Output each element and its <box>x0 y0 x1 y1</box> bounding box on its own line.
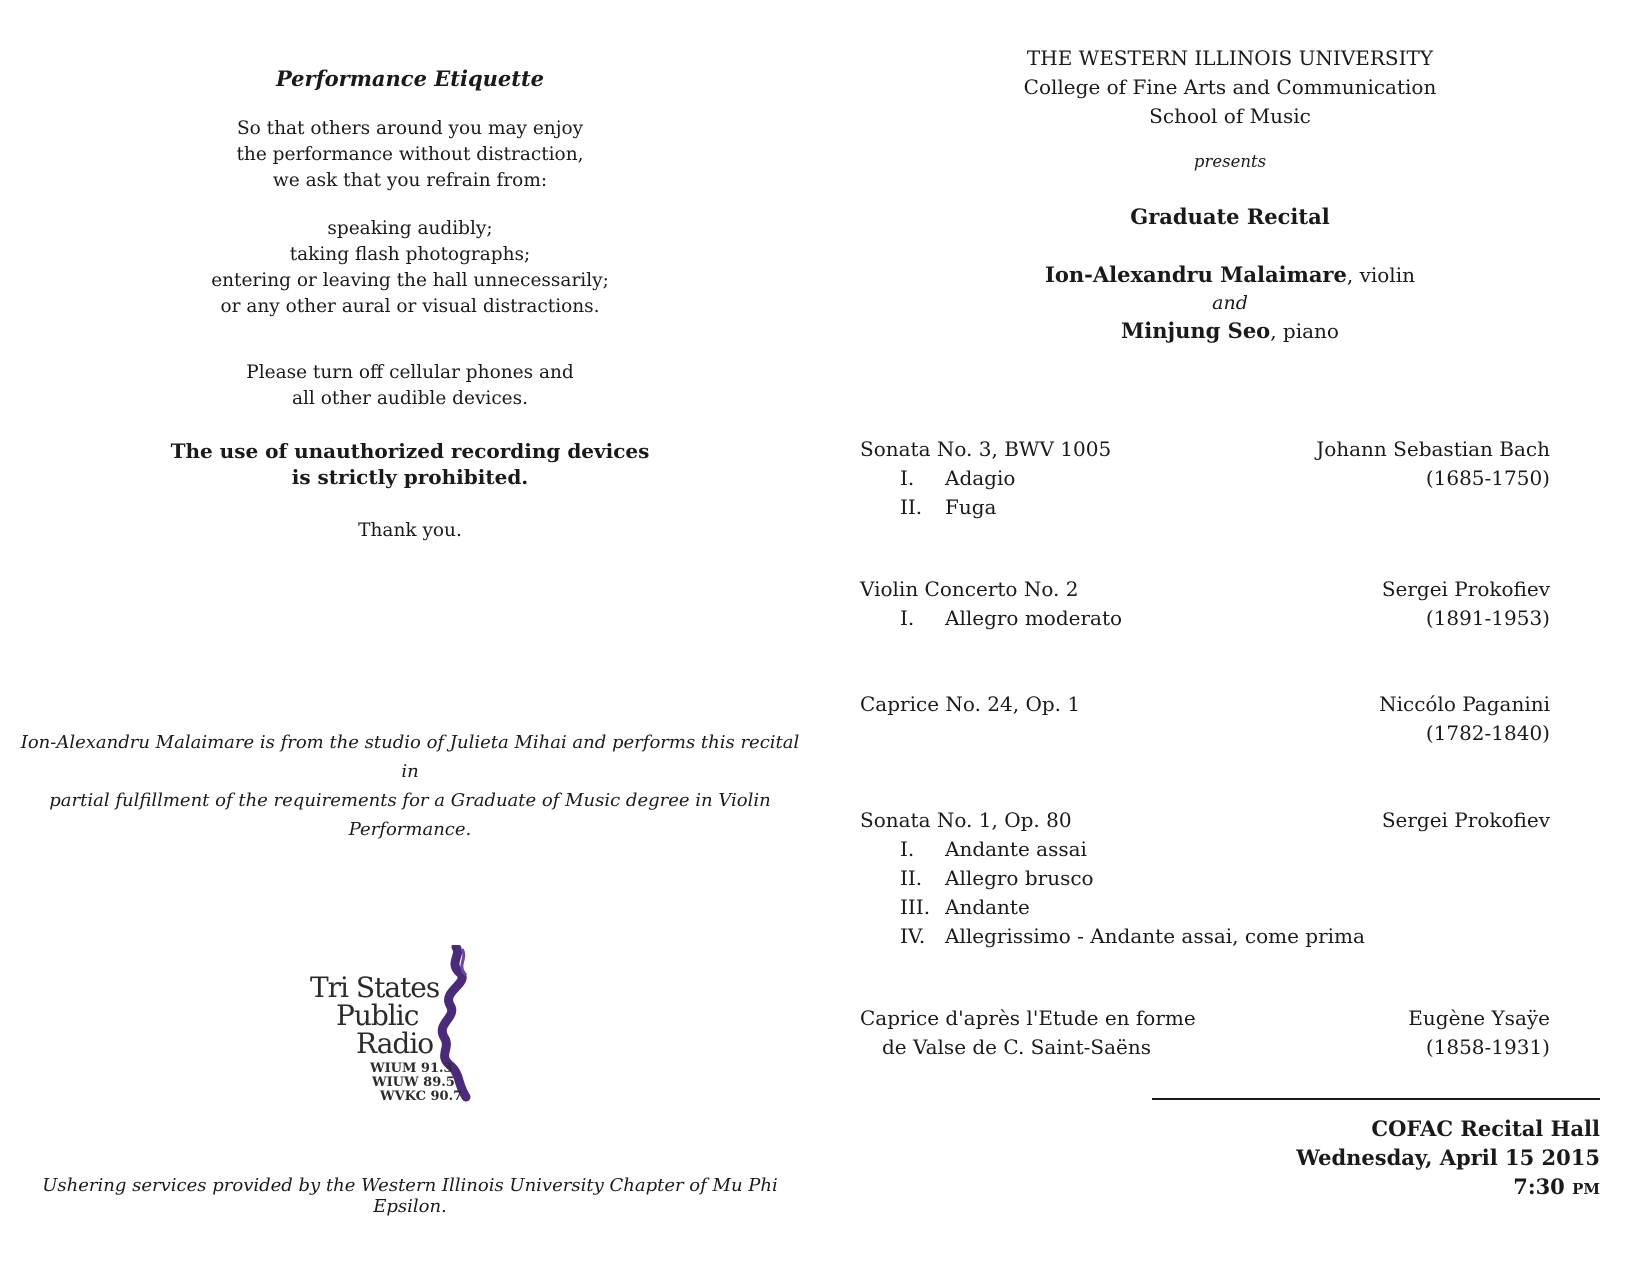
logo-word: Tri States <box>310 971 440 1004</box>
studio-note-line: Ion-Alexandru Malaimare is from the studio of Julieta Mihai and performs this recital in <box>20 732 800 782</box>
venue-time <box>1150 1172 1600 1204</box>
recital-title: Graduate Recital <box>1130 204 1330 229</box>
movement <box>900 604 1122 633</box>
performer-name: Ion-Alexandru Malaimare <box>1045 262 1347 287</box>
piece-title: Sonata No. 1, Op. 80 <box>860 808 1072 832</box>
piece-title: Caprice No. 24, Op. 1 <box>860 692 1081 716</box>
performer-name: Minjung Seo <box>1121 318 1271 343</box>
piece-composer: Niccólo Paganini <box>1379 692 1550 716</box>
etiquette-phones-line: Please turn off cellular phones and <box>246 362 574 383</box>
etiquette-title: Performance Etiquette <box>275 66 545 91</box>
movement-number: III. <box>900 895 931 919</box>
logo-station: WIUW 89.5 <box>372 1075 455 1090</box>
studio-note <box>20 728 800 844</box>
movement-number: II. <box>900 866 923 890</box>
movement <box>900 922 1365 951</box>
composer-dates: (1685-1750) <box>1425 466 1550 490</box>
movement-number: II. <box>900 495 923 519</box>
piece-title-continued: de Valse de C. Saint-Saëns <box>882 1035 1151 1059</box>
etiquette-panel <box>0 0 820 1275</box>
etiquette-list-item: entering or leaving the hall unnecessarily; <box>211 270 609 291</box>
etiquette-intro <box>0 116 820 194</box>
tri-states-public-radio-logo <box>310 945 510 1105</box>
movement <box>900 893 1030 922</box>
performer-piano <box>860 318 1600 343</box>
divider <box>1152 1098 1600 1100</box>
recording-warning <box>0 438 820 490</box>
piece-title: Caprice d'après l'Etude en forme <box>860 1006 1196 1030</box>
etiquette-intro-line: So that others around you may enjoy <box>236 118 584 139</box>
studio-note-line: partial fulfillment of the requirements for a Graduate of Music degree in Violin Performance. <box>49 790 771 840</box>
time-value: 7:30 <box>1513 1174 1565 1199</box>
piece-title: Sonata No. 3, BWV 1005 <box>860 437 1112 461</box>
composer-dates: (1782-1840) <box>1425 721 1550 745</box>
composer-dates: (1858-1931) <box>1425 1035 1550 1059</box>
venue-hall: COFAC Recital Hall <box>1371 1116 1600 1141</box>
movement-name: Allegro moderato <box>945 606 1123 630</box>
etiquette-intro-line: we ask that you refrain from: <box>272 170 548 191</box>
movement-number: I. <box>900 466 915 490</box>
etiquette-intro-line: the performance without distraction, <box>236 144 584 165</box>
movement <box>900 835 1087 864</box>
piece-composer: Sergei Prokofiev <box>1381 577 1550 601</box>
piece-composer: Johann Sebastian Bach <box>1316 437 1550 461</box>
etiquette-phones-line: all other audible devices. <box>291 388 529 409</box>
piece-composer: Eugène Ysaÿe <box>1408 1006 1550 1030</box>
movement-name: Allegrissimo - Andante assai, come prima <box>945 924 1365 948</box>
logo-station: WIUM 91.3 <box>370 1061 453 1076</box>
etiquette-list-item: or any other aural or visual distractions. <box>220 296 600 317</box>
movement-number: I. <box>900 837 915 861</box>
piece-title: Violin Concerto No. 2 <box>860 577 1079 601</box>
school-name: School of Music <box>1149 104 1311 128</box>
etiquette-phones <box>0 360 820 412</box>
performer-instrument: , piano <box>1270 319 1339 343</box>
etiquette-list-item: taking flash photographs; <box>289 244 531 265</box>
time-meridiem: PM <box>1572 1180 1600 1198</box>
recording-warning-line: is strictly prohibited. <box>291 465 529 489</box>
logo-station: WVKC 90.7 <box>380 1089 463 1104</box>
thank-you: Thank you. <box>358 520 462 541</box>
composer-dates: (1891-1953) <box>1425 606 1550 630</box>
program-panel <box>860 0 1650 1275</box>
movement <box>900 464 1015 493</box>
movement-number: I. <box>900 606 915 630</box>
movement-name: Andante assai <box>945 837 1087 861</box>
movement-name: Allegro brusco <box>945 866 1094 890</box>
university-name: THE WESTERN ILLINOIS UNIVERSITY <box>1026 46 1434 70</box>
movement-name: Adagio <box>945 466 1016 490</box>
performer-violin <box>860 262 1600 287</box>
venue-date: Wednesday, April 15 2015 <box>1296 1145 1600 1170</box>
movement <box>900 864 1094 893</box>
etiquette-list <box>0 216 820 320</box>
college-name: College of Fine Arts and Communication <box>1023 75 1437 99</box>
recording-warning-line: The use of unauthorized recording devices <box>170 439 650 463</box>
ushering-note: Ushering services provided by the Western Illinois University Chapter of Mu Phi Epsilon. <box>42 1175 778 1217</box>
movement-number: IV. <box>900 924 926 948</box>
piece-composer: Sergei Prokofiev <box>1381 808 1550 832</box>
movement-name: Andante <box>945 895 1030 919</box>
performer-instrument: , violin <box>1346 263 1415 287</box>
logo-word: Public <box>336 999 419 1032</box>
etiquette-list-item: speaking audibly; <box>327 218 493 239</box>
logo-word: Radio <box>356 1027 434 1060</box>
and-label: and <box>1212 292 1248 314</box>
movement-name: Fuga <box>945 495 997 519</box>
presents-label: presents <box>1193 152 1267 171</box>
movement <box>900 493 996 522</box>
